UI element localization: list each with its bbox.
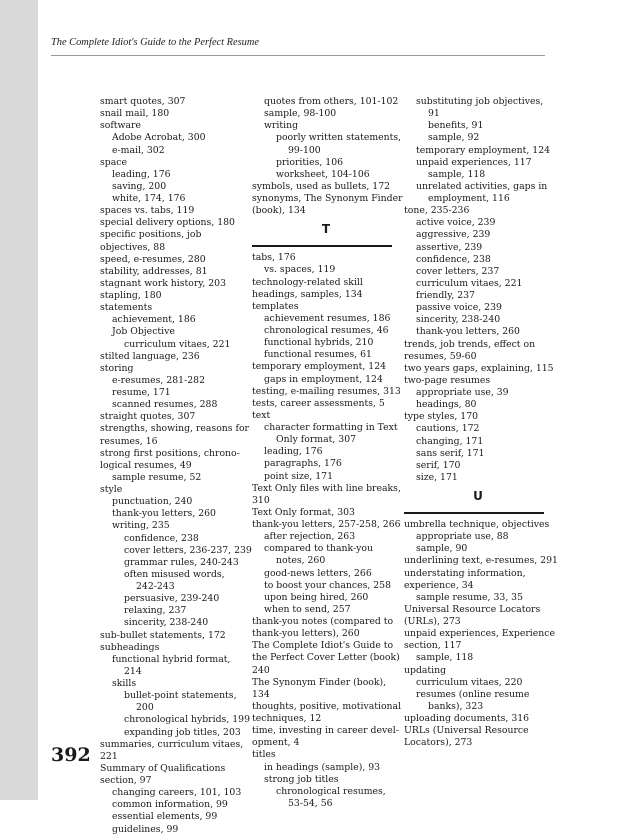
- index-line: bullet-point statements,: [124, 690, 237, 702]
- index-line: software: [100, 120, 141, 132]
- index-line: uploading documents, 316: [404, 713, 530, 724]
- index-line: updating: [404, 664, 447, 676]
- index-entries: [100, 96, 250, 836]
- index-line: 214: [124, 665, 142, 677]
- index-column-1: [100, 96, 250, 836]
- letter-heading-u: [404, 487, 552, 517]
- index-line: after rejection, 263: [264, 531, 356, 543]
- index-line: the Perfect Cover Letter (book): [252, 652, 400, 664]
- index-line: good-news letters, 266: [264, 567, 372, 579]
- index-line: sub-bullet statements, 172: [100, 629, 226, 641]
- index-line: technology-related skill: [252, 276, 363, 288]
- index-line: appropriate use, 88: [416, 531, 509, 543]
- index-line: URLs (Universal Resource: [404, 725, 529, 737]
- index-entries: [252, 96, 403, 217]
- index-line: 310: [252, 494, 270, 506]
- index-line: umbrella technique, objectives: [404, 519, 550, 530]
- index-line: temporary employment, 124: [416, 144, 551, 156]
- index-line: cautions, 172: [416, 423, 480, 435]
- index-line: curriculum vitaes, 221: [124, 338, 231, 350]
- index-line: substituting job objectives,: [416, 96, 544, 107]
- index-line: thank-you letters, 260: [416, 326, 520, 338]
- index-line: specific positions, job: [100, 229, 202, 241]
- index-line: snail mail, 180: [100, 108, 170, 120]
- index-line: size, 171: [416, 471, 458, 483]
- index-line: text: [252, 409, 271, 421]
- index-line: when to send, 257: [264, 603, 351, 615]
- index-line: thank-you notes (compared to: [252, 616, 394, 627]
- index-line: quotes from others, 101-102: [264, 96, 399, 107]
- index-line: Only format, 307: [276, 434, 357, 446]
- index-line: grammar rules, 240-243: [124, 556, 239, 568]
- index-line: common information, 99: [112, 799, 228, 811]
- index-line: trends, job trends, effect on: [404, 338, 536, 350]
- index-line: resumes, 16: [100, 435, 158, 447]
- index-line: aggressive, 239: [416, 229, 491, 241]
- index-line: sans serif, 171: [416, 447, 485, 459]
- index-line: 99-100: [288, 144, 321, 156]
- index-column-2: [252, 96, 403, 810]
- index-line: objectives, 88: [100, 241, 166, 253]
- index-line: Adobe Acrobat, 300: [112, 132, 206, 144]
- index-line: expanding job titles, 203: [124, 726, 241, 738]
- index-line: chronological resumes,: [276, 785, 386, 797]
- index-line: confidence, 238: [124, 532, 199, 544]
- index-line: tone, 235-236: [404, 205, 470, 217]
- index-line: curriculum vitaes, 220: [416, 676, 523, 688]
- index-line: chronological hybrids, 199: [124, 714, 250, 726]
- index-line: notes, 260: [276, 555, 326, 567]
- index-line: resume, 171: [112, 387, 171, 398]
- index-line: opment, 4: [252, 737, 300, 749]
- index-line: serif, 170: [416, 459, 461, 471]
- index-line: 221: [100, 750, 118, 762]
- index-line: sample, 118: [416, 652, 474, 664]
- index-line: section, 117: [404, 640, 462, 652]
- index-line: character formatting in Text: [264, 422, 398, 433]
- index-line: paragraphs, 176: [264, 458, 342, 470]
- index-line: headings, samples, 134: [252, 288, 363, 300]
- index-line: functional hybrid format,: [112, 653, 231, 665]
- index-line: Job Objective: [112, 326, 175, 338]
- index-line: strong job titles: [264, 773, 339, 785]
- index-line: worksheet, 104-106: [276, 168, 370, 180]
- index-line: techniques, 12: [252, 713, 322, 724]
- index-line: tabs, 176: [252, 252, 296, 264]
- index-entries: [404, 519, 558, 749]
- index-line: changing, 171: [416, 435, 484, 447]
- index-line: curriculum vitaes, 221: [416, 277, 523, 289]
- index-line: Locators), 273: [404, 737, 473, 749]
- index-line: space: [100, 156, 127, 168]
- index-line: testing, e-mailing resumes, 313: [252, 385, 401, 397]
- index-line: e-mail, 302: [112, 144, 165, 156]
- index-line: functional resumes, 61: [264, 349, 372, 361]
- index-line: 240: [252, 664, 270, 676]
- index-line: scanned resumes, 288: [112, 399, 218, 411]
- index-line: stilted language, 236: [100, 350, 200, 362]
- index-line: vs. spaces, 119: [264, 264, 336, 276]
- index-line: temporary employment, 124: [252, 361, 387, 373]
- index-line: sample resume, 52: [112, 471, 202, 483]
- index-line: sample, 118: [428, 168, 486, 180]
- index-line: saving, 200: [112, 180, 167, 192]
- index-line: templates: [252, 300, 299, 312]
- index-line: chronological resumes, 46: [264, 325, 389, 336]
- index-line: to boost your chances, 258: [264, 579, 391, 591]
- index-line: changing careers, 101, 103: [112, 787, 242, 799]
- index-line: sample, 98-100: [264, 108, 337, 120]
- index-line: section, 97: [100, 775, 152, 786]
- index-line: leading, 176: [112, 168, 171, 180]
- index-line: e-resumes, 281-282: [112, 374, 205, 386]
- index-line: two years gaps, explaining, 115: [404, 362, 554, 374]
- index-line: statements: [100, 302, 153, 314]
- index-line: writing, 235: [112, 520, 170, 532]
- index-line: spaces vs. tabs, 119: [100, 205, 195, 217]
- index-line: banks), 323: [428, 700, 484, 712]
- index-line: 53-54, 56: [288, 797, 333, 809]
- index-line: sincerity, 238-240: [124, 617, 209, 629]
- index-line: friendly, 237: [416, 290, 475, 301]
- index-line: strengths, showing, reasons for: [100, 423, 249, 435]
- running-head: The Complete Idiot's Guide to the Perfect Resume: [51, 37, 259, 48]
- index-line: confidence, 238: [416, 253, 491, 265]
- index-line: guidelines, 99: [112, 823, 179, 835]
- index-line: style: [100, 484, 123, 495]
- index-line: thoughts, positive, motivational: [252, 700, 402, 712]
- index-line: benefits, 91: [428, 120, 484, 132]
- index-line: sample, 92: [428, 132, 480, 144]
- index-line: skills: [112, 678, 137, 689]
- index-line: speed, e-resumes, 280: [100, 253, 206, 265]
- index-line: storing: [100, 362, 134, 374]
- index-line: punctuation, 240: [112, 496, 193, 508]
- index-line: unpaid experiences, Experience: [404, 628, 555, 640]
- index-line: synonyms, The Synonym Finder: [252, 193, 403, 204]
- index-line: assertive, 239: [416, 241, 483, 253]
- index-line: cover letters, 236-237, 239: [124, 544, 252, 556]
- letter-heading-label: T: [321, 222, 331, 237]
- index-line: Summary of Qualifications: [100, 762, 226, 774]
- index-line: often misused words,: [124, 568, 225, 580]
- index-line: stagnant work history, 203: [100, 277, 226, 289]
- index-line: priorities, 106: [276, 156, 344, 168]
- index-column-3: [404, 96, 558, 749]
- index-line: Universal Resource Locators: [404, 603, 541, 615]
- index-line: upon being hired, 260: [264, 591, 369, 603]
- index-line: sample resume, 33, 35: [416, 591, 524, 603]
- index-line: type styles, 170: [404, 411, 479, 423]
- index-line: thank-you letters, 257-258, 266: [252, 519, 401, 530]
- index-line: persuasive, 239-240: [124, 593, 220, 605]
- index-line: resumes, 59-60: [404, 350, 477, 362]
- header-rule: [51, 55, 545, 56]
- index-line: stability, addresses, 81: [100, 265, 208, 277]
- index-line: time, investing in career devel-: [252, 725, 399, 737]
- index-line: two-page resumes: [404, 374, 491, 386]
- index-line: (book), 134: [252, 205, 306, 217]
- index-line: smart quotes, 307: [100, 96, 186, 107]
- index-line: white, 174, 176: [112, 193, 186, 204]
- index-line: relaxing, 237: [124, 605, 187, 617]
- index-entries: [252, 252, 400, 810]
- index-line: achievement resumes, 186: [264, 312, 391, 324]
- index-entries: [404, 96, 552, 484]
- index-line: compared to thank-you: [264, 543, 373, 555]
- index-line: cover letters, 237: [416, 265, 500, 277]
- index-line: gaps in employment, 124: [264, 373, 383, 385]
- index-line: stapling, 180: [100, 290, 162, 301]
- letter-heading-rule: [252, 245, 392, 247]
- index-line: headings, 80: [416, 399, 477, 411]
- index-line: 200: [136, 702, 154, 714]
- index-line: sincerity, 238-240: [416, 314, 501, 326]
- index-line: symbols, used as bullets, 172: [252, 180, 391, 192]
- index-line: unpaid experiences, 117: [416, 156, 532, 168]
- index-line: 242-243: [136, 581, 175, 592]
- index-line: understating information,: [404, 567, 526, 579]
- index-line: tests, career assessments, 5: [252, 397, 385, 409]
- letter-heading-rule: [404, 512, 544, 514]
- index-line: (URLs), 273: [404, 616, 461, 627]
- index-line: unrelated activities, gaps in: [416, 180, 548, 192]
- index-line: underlining text, e-resumes, 291: [404, 555, 558, 567]
- page-number: 392: [51, 744, 91, 766]
- index-line: leading, 176: [264, 446, 323, 458]
- letter-heading-t: [252, 220, 400, 250]
- letter-heading-label: U: [473, 489, 483, 503]
- page-edge-strip: [0, 0, 38, 800]
- index-line: Text Only format, 303: [252, 506, 355, 518]
- index-line: The Synonym Finder (book),: [252, 676, 387, 688]
- index-line: 134: [252, 688, 270, 700]
- index-line: summaries, curriculum vitaes,: [100, 738, 244, 750]
- index-line: experience, 34: [404, 579, 474, 591]
- index-line: strong first positions, chrono-: [100, 447, 240, 459]
- index-line: Text Only files with line breaks,: [252, 482, 401, 494]
- index-line: poorly written statements,: [276, 132, 402, 144]
- index-line: subheadings: [100, 641, 160, 653]
- index-line: resumes (online resume: [416, 688, 530, 700]
- index-line: achievement, 186: [112, 314, 196, 326]
- index-line: active voice, 239: [416, 217, 496, 229]
- index-line: writing: [264, 120, 299, 132]
- index-line: point size, 171: [264, 470, 334, 482]
- index-line: essential elements, 99: [112, 811, 218, 823]
- index-line: in headings (sample), 93: [264, 761, 381, 773]
- index-line: logical resumes, 49: [100, 459, 192, 471]
- index-line: titles: [252, 749, 276, 761]
- index-line: thank-you letters), 260: [252, 628, 360, 640]
- index-line: appropriate use, 39: [416, 387, 509, 398]
- index-line: sample, 90: [416, 543, 468, 555]
- index-line: 91: [428, 108, 440, 120]
- index-line: special delivery options, 180: [100, 217, 235, 229]
- index-line: employment, 116: [428, 193, 510, 204]
- index-line: thank-you letters, 260: [112, 508, 216, 520]
- index-line: straight quotes, 307: [100, 411, 196, 423]
- index-line: passive voice, 239: [416, 302, 502, 314]
- index-line: The Complete Idiot's Guide to: [252, 640, 394, 652]
- index-line: functional hybrids, 210: [264, 337, 374, 349]
